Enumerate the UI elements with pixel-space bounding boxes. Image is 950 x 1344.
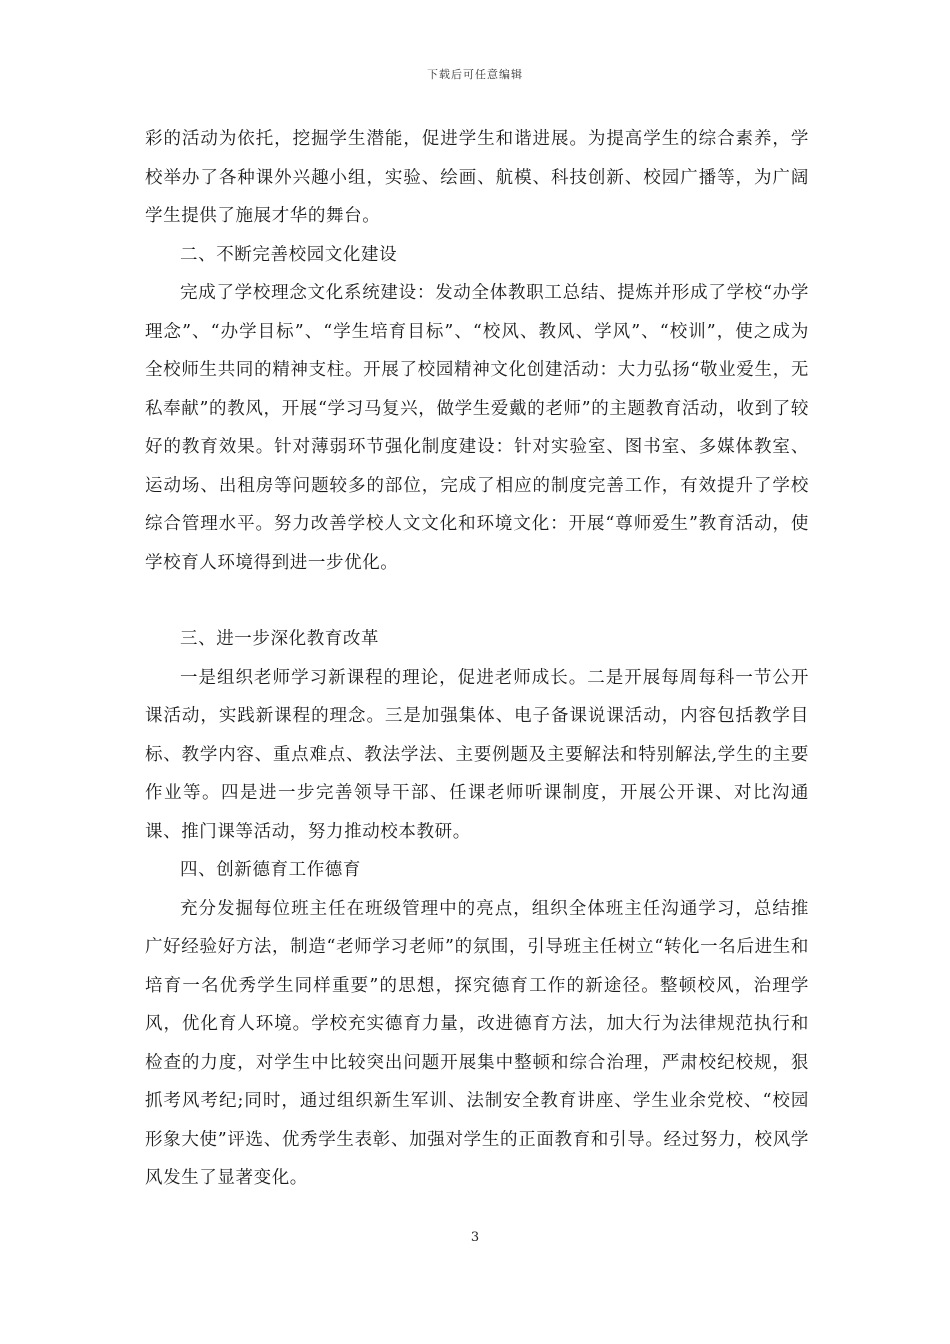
- paragraph-gap: [145, 582, 809, 620]
- paragraph-moral: 充分发掘每位班主任在班级管理中的亮点，组织全体班主任沟通学习，总结推广好经验好方法，制造“老师学习老师”的氛围，引导班主任树立“转化一名后进生和培育一名优秀学生同样重要”的思想，探究德育工作的新途径。整顿校风，治理学风，优化育人环境。学校充实德育力量，改进德育方法，加大行为法律规范执行和检查的力度，对学生中比较突出问题开展集中整顿和综合治理，严肃校纪校规，狠抓考风考纪;同时，通过组织新生军训、法制安全教育讲座、学生业余党校、“校园形象大使”评选、优秀学生表彰、加强对学生的正面教育和引导。经过努力，校风学风发生了显著变化。: [145, 898, 809, 1188]
- section-heading-moral: 四、创新德育工作德育: [180, 860, 361, 880]
- page-number: 3: [470, 1230, 480, 1245]
- page-header: 下载后可任意编辑: [427, 68, 523, 81]
- paragraph-activities: 彩的活动为依托，挖掘学生潜能，促进学生和谐进展。为提高学生的综合素养，学校举办了各种课外兴趣小组，实验、绘画、航模、科技创新、校园广播等，为广阔学生提供了施展才华的舞台。: [145, 129, 809, 226]
- section-heading-reform: 三、进一步深化教育改革: [180, 629, 380, 649]
- document-body: [145, 120, 809, 1198]
- paragraph-reform: 一是组织老师学习新课程的理论，促进老师成长。二是开展每周每科一节公开课活动，实践新课程的理念。三是加强集体、电子备课说课活动，内容包括教学目标、教学内容、重点难点、教法学法、主要例题及主要解法和特别解法,学生的主要作业等。四是进一步完善领导干部、任课老师听课制度，开展公开课、对比沟通课、推门课等活动，努力推动校本教研。: [145, 667, 809, 842]
- paragraph-culture: 完成了学校理念文化系统建设：发动全体教职工总结、提炼并形成了学校“办学理念”、“办学目标”、“学生培育目标”、“校风、教风、学风”、“校训”，使之成为全校师生共同的精神支柱。开展了校园精神文化创建活动：大力弘扬“敬业爱生，无私奉献”的教风，开展“学习马复兴，做学生爱戴的老师”的主题教育活动，收到了较好的教育效果。针对薄弱环节强化制度建设：针对实验室、图书室、多媒体教室、运动场、出租房等问题较多的部位，完成了相应的制度完善工作，有效提升了学校综合管理水平。努力改善学校人文文化和环境文化：开展“尊师爱生”教育活动，使学校育人环境得到进一步优化。: [145, 283, 809, 573]
- section-heading-culture: 二、不断完善校园文化建设: [180, 244, 398, 265]
